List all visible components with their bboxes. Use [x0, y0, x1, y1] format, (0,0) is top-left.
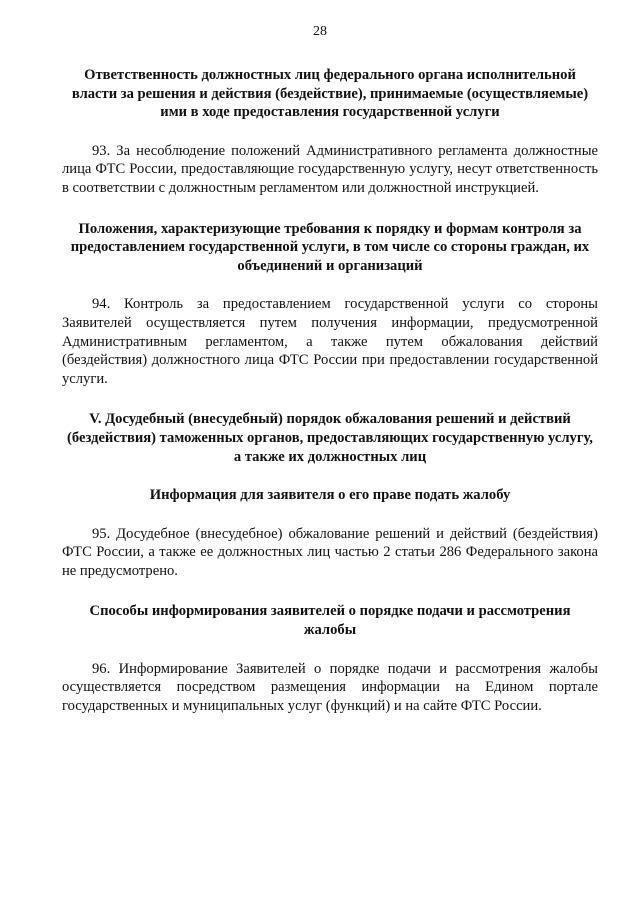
paragraph-96: 96. Информирование Заявителей о порядке подачи и рассмотрения жалобы осуществляется посредством размещения информации на Едином портале государственных и муниципальных услуг (функций) и на сайте ФТС России.: [62, 660, 598, 714]
section-heading-appeal: V. Досудебный (внесудебный) порядок обжалования решений и действий (бездействия) таможенных органов, предоставляющих государственную услугу, а также их должностных лиц: [67, 411, 593, 465]
page-content: [62, 66, 598, 715]
subheading-right-to-complain: Информация для заявителя о его праве подать жалобу: [149, 487, 511, 504]
paragraph-94: 94. Контроль за предоставлением государственной услуги со стороны Заявителей осуществляется путем получения информации, предусмотренной Административным регламентом, а также путем обжалования действий (бездействия) должностного лица ФТС России при предоставлении государственной услуги.: [62, 296, 598, 387]
paragraph-95: 95. Досудебное (внесудебное) обжалование решений и действий (бездействия) ФТС России, а также ее должностных лиц частью 2 статьи 286 Федерального закона не предусмотрено.: [62, 525, 598, 579]
section-heading-informing: Способы информирования заявителей о порядке подачи и рассмотрения жалобы: [89, 603, 571, 639]
paragraph-93: 93. За несоблюдение положений Административного регламента должностные лица ФТС России, предоставляющие государственную услугу, несут ответственность в соответствии с должностным регламентом или должностной инструкцией.: [62, 142, 598, 196]
page-number: 28: [313, 24, 327, 39]
section-heading-control: Положения, характеризующие требования к порядку и формам контроля за предоставлением государственной услуги, в том числе со стороны граждан, их объединений и организаций: [70, 220, 590, 274]
section-heading-responsibility: Ответственность должностных лиц федерального органа исполнительной власти за решения и действия (бездействие), принимаемые (осуществляемые) ими в ходе предоставления государственной услуги: [71, 67, 589, 121]
